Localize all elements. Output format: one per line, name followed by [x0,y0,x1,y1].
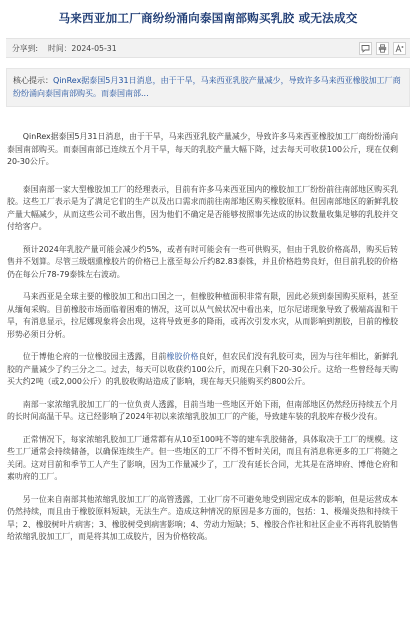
article-paragraph: QinRex据泰国5月31日消息，由于干旱，马来西亚乳胶产量减少，导致许多马来西亚橡胶加工厂商纷纷涌向泰国南部购买。而泰国南部已连续五个月干旱，每天的乳胶产量大幅下降，过去每天可收获100公斤，现在仅剩20-30公斤。 [7,132,398,166]
meta-bar [6,38,410,58]
comment-icon[interactable] [359,42,372,55]
print-icon[interactable] [376,42,389,55]
article-paragraph: 预计2024年乳胶产量可能会减少约5%，或者有时可能会有一些可供购买，但由于乳胶价格高昂，购买后转售并不划算。尽管三级烟熏橡胶片的价格已上涨至每公斤约82.83泰铢，并且价格趋势良好，但目前乳胶的价格仍在每公斤78-79泰铢左右波动。 [7,244,398,279]
core-summary [6,68,410,107]
article-paragraph: 南部一家浓缩乳胶加工厂的一位负责人透露，目前当地一些地区开始下雨，但南部地区仍然经历持续五个月的长时间高温干旱。这已经影响了2024年初以来浓缩乳胶加工厂的产能，导致建车装的乳胶库存极少没有。 [7,399,398,421]
summary-label: 核心提示： [13,76,53,85]
article-body [7,131,398,544]
article-title: 马来西亚加工厂商纷纷涌向泰国南部购买乳胶 或无法成交 [58,11,358,25]
article-tools [359,42,406,55]
font-size-icon[interactable] [393,42,406,55]
article-paragraph: 位于博他仑府的一位橡胶园主透露，目前橡胶价格良好，但农民们没有乳胶可卖，因为与往年相比，新鲜乳胶的产量减少了约三分之二。过去，每天可以收获约100公斤，而现在只剩下20-30公斤。这给一些曾经每天购买大约2吨（或2,000公斤）的乳胶收购站造成了影响，现在每天只能购买约800公斤。 [7,352,398,386]
article-paragraph: 正常情况下，每家浓缩乳胶加工厂通常都有从10至100吨不等的建车乳胶储备，具体取决于工厂的规模。这些工厂通常会持续储备，以确保连续生产。但一些地区的工厂不得不暂时关闭，而且有消息称更多的工厂将随之关闭。这对目前和季节工人产生了影响，因为工作量减少了，工厂没有延长合同，尤其是在洛坤府、博他仑府和素叻府的工厂。 [7,434,398,481]
share-label[interactable]: 分享到: [12,43,39,53]
summary-text: QinRex据泰国5月31日消息，由于干旱，马来西亚乳胶产量减少，导致许多马来西亚橡胶加工厂商纷纷涌向泰国南部购买。而泰国南部... [13,76,401,98]
publish-date: 时间：2024-05-31 [48,43,117,53]
article-paragraph: 另一位来自南部其他浓缩乳胶加工厂的高管透露，工业厂房不可避免地受到固定成本的影响，但是运营成本仍然持续，而且由于橡胶原料短缺，无法生产。造成这种情况的原因是多方面的，包括：1、极端炎热和持续干旱；2、橡胶树叶片病害；3、橡胶树受到病害影响；4、劳动力短缺；5、橡胶合作社和社区企业不再将乳胶销售给浓缩乳胶加工厂，而是将其加工成胶片，因为价格较高。 [7,494,398,541]
article-paragraph: 泰国南部一家大型橡胶加工厂的经理表示，目前有许多马来西亚国内的橡胶加工厂纷纷前往南部地区购买乳胶。这些工厂表示是为了满足它们的生产以及出口需求而前往南部地区购买橡胶原料。但因南部地区的新鲜乳胶产量大幅减少，从而这些公司不敢出售，因为他们不确定是否能够按照事先达成的协议数量收集足够的乳胶并交付给客户。 [7,184,398,231]
article-paragraph: 马来西亚是全球主要的橡胶加工和出口国之一，但橡胶种植面积非常有限，因此必须到泰国购买原料，甚至从缅甸采购。目前橡胶市场面临着困难的情况，这可以从气候状况中看出来，厄尔尼诺现象导致了极端高温和干旱，有消息显示，拉尼娜现象将会出现，这将导致更多的降雨，或再次引发水灾，从而影响到割胶，目前的橡胶形势必须日分析。 [7,292,398,339]
inline-link[interactable]: 橡胶价格 [166,352,199,361]
